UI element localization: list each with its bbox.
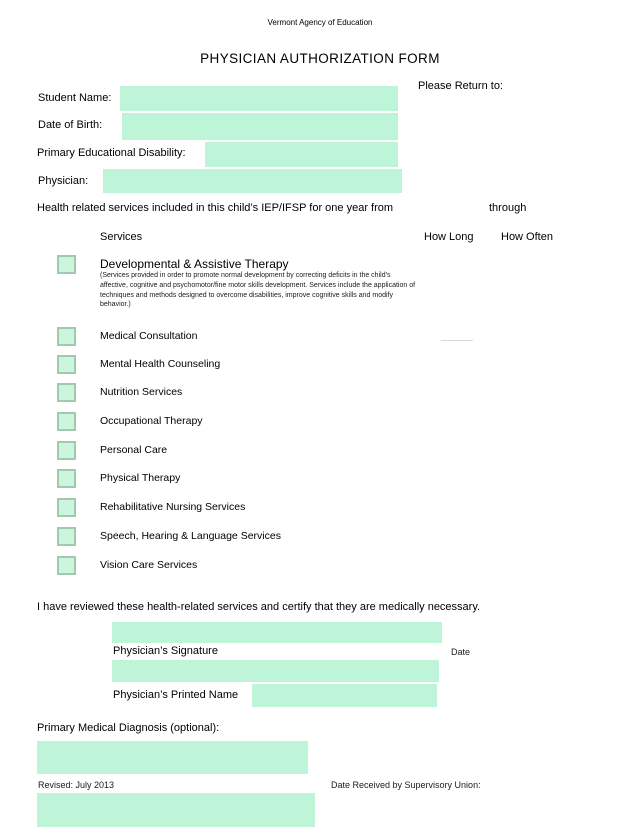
services-intro-through: through [489, 202, 527, 214]
date-of-birth-field[interactable] [122, 113, 398, 140]
date-received-label: Date Received by Supervisory Union: [331, 780, 481, 790]
checkbox-speech-hearing-language-services[interactable] [57, 527, 76, 546]
primary-medical-diagnosis-label: Primary Medical Diagnosis (optional): [37, 722, 220, 734]
service-label: Speech, Hearing & Language Services [100, 530, 281, 542]
student-name-label: Student Name: [38, 92, 112, 104]
service-label: Medical Consultation [100, 330, 198, 342]
physician-field[interactable] [103, 169, 402, 193]
agency-name: Vermont Agency of Education [267, 18, 373, 27]
service-label: Developmental & Assistive Therapy [100, 257, 289, 271]
service-description: (Services provided in order to promote normal development by correcting deficits in the child’s affective, cognitive and psychomotor/fine motor skills development. Services include the application of techniques and methods designed to overcome disabilities, improve cognitive skills and modify behavior.) [100, 272, 416, 309]
student-name-field[interactable] [120, 86, 398, 111]
service-label: Physical Therapy [100, 472, 181, 484]
service-label: Nutrition Services [100, 386, 183, 398]
primary-medical-diagnosis-field[interactable] [37, 741, 308, 774]
physician-signature-field[interactable] [112, 622, 442, 643]
column-header-how-long: How Long [424, 231, 474, 243]
services-intro-text: Health related services included in this child’s IEP/IFSP for one year from [37, 202, 394, 214]
date-label: Date [451, 647, 471, 657]
checkbox-rehabilitative-nursing-services[interactable] [57, 498, 76, 517]
physician-signature-label: Physician’s Signature [113, 645, 218, 657]
physician-label: Physician: [38, 175, 89, 187]
checkbox-nutrition-services[interactable] [57, 383, 76, 402]
please-return-label: Please Return to: [418, 80, 503, 92]
checkbox-personal-care[interactable] [57, 441, 76, 460]
checkbox-developmental-assistive-therapy[interactable] [57, 255, 76, 274]
service-label: Occupational Therapy [100, 415, 203, 427]
checkbox-medical-consultation[interactable] [57, 327, 76, 346]
physician-printed-name-label: Physician’s Printed Name [113, 689, 239, 701]
revised-date-label: Revised: July 2013 [38, 780, 115, 790]
certification-statement: I have reviewed these health-related services and certify that they are medically necessary. [37, 601, 481, 613]
physician-printed-name-field-top[interactable] [112, 660, 439, 682]
column-header-services: Services [100, 231, 143, 243]
service-label: Rehabilitative Nursing Services [100, 501, 246, 513]
service-label: Mental Health Counseling [100, 358, 221, 370]
primary-educational-disability-label: Primary Educational Disability: [37, 147, 186, 159]
primary-educational-disability-field[interactable] [205, 142, 398, 167]
checkbox-mental-health-counseling[interactable] [57, 355, 76, 374]
page-title: PHYSICIAN AUTHORIZATION FORM [200, 51, 440, 66]
checkbox-occupational-therapy[interactable] [57, 412, 76, 431]
checkbox-vision-care-services[interactable] [57, 556, 76, 575]
date-received-field[interactable] [37, 793, 315, 827]
service-label: Vision Care Services [100, 559, 198, 571]
how-long-blank-line [441, 340, 473, 341]
date-of-birth-label: Date of Birth: [38, 119, 103, 131]
physician-printed-name-field-bottom[interactable] [252, 684, 437, 707]
checkbox-physical-therapy[interactable] [57, 469, 76, 488]
column-header-how-often: How Often [501, 231, 553, 243]
service-label: Personal Care [100, 444, 168, 456]
